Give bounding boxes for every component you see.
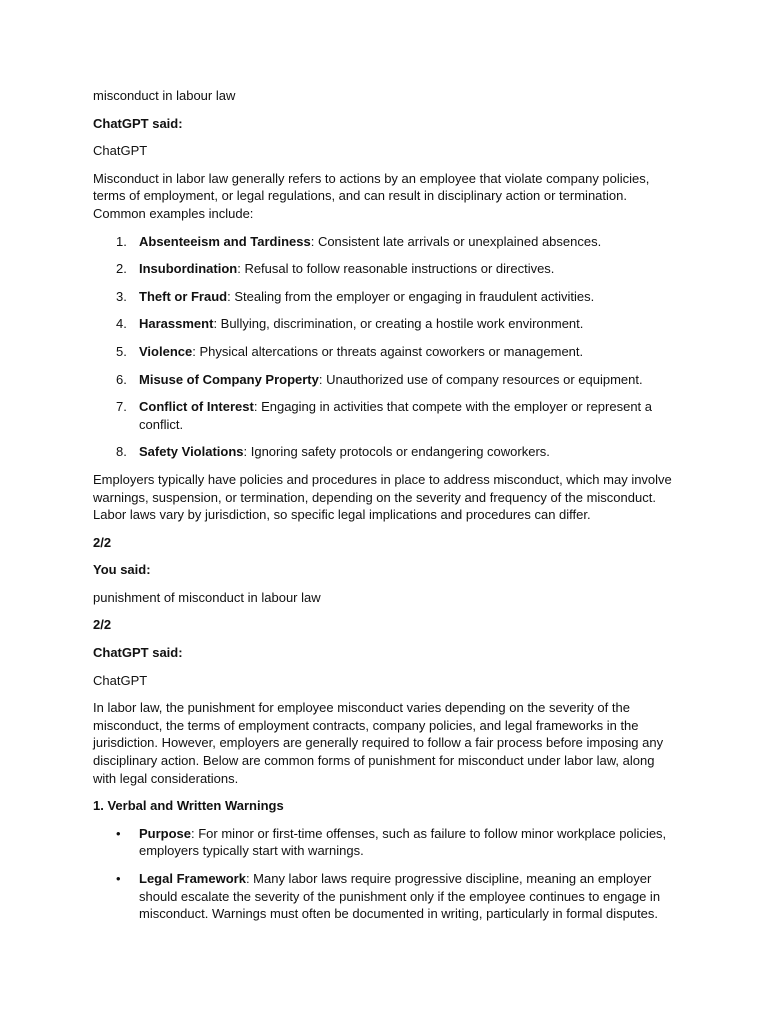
misconduct-list [93,233,673,461]
document-content [93,87,673,933]
bullet-term: Purpose [139,825,192,841]
user-label: You said: [93,562,151,578]
bullet-term: Legal Framework [139,871,246,886]
list-item [116,343,673,361]
bullet-item [116,825,673,860]
bullet-item [116,870,673,923]
list-number: 2. [116,261,127,277]
list-number: 6. [116,371,127,387]
bullet-icon: • [116,825,121,841]
list-term: Theft or Fraud [139,288,228,304]
list-term: Safety Violations [139,444,244,460]
model-name-1: ChatGPT [93,143,148,159]
list-term: Conflict of Interest [139,399,254,415]
list-number: 7. [116,399,127,415]
speaker-label-1: ChatGPT said: [93,115,183,131]
list-number: 8. [116,444,127,460]
list-desc: : Stealing from the employer or engaging in fraudulent activities. [227,288,595,304]
intro-paragraph-1: Misconduct in labor law generally refers to actions by an employee that violate company policies, terms of employment, or legal regulations, and can result in disciplinary action or termination. Common examples include: [93,170,650,221]
bullet-desc: : For minor or first-time offenses, such as failure to follow minor workplace policies, employers typically start with warnings. [139,825,667,859]
list-item [116,233,673,251]
list-term: Absenteeism and Tardiness [139,233,311,249]
list-desc: : Engaging in activities that compete with the employer or represent a conflict. [139,399,653,432]
list-number: 3. [116,288,127,304]
intro-paragraph-2: In labor law, the punishment for employee misconduct varies depending on the severity of the misconduct, the terms of employment contracts, company policies, and legal frameworks in the jurisdiction. However, employers are generally required to follow a fair process before imposing any disciplinary action. Below are common forms of punishment for misconduct under labor law, along with legal considerations. [93,700,664,786]
warnings-list [93,825,673,923]
list-desc: : Refusal to follow reasonable instructions or directives. [237,261,555,277]
speaker-label-2: ChatGPT said: [93,645,183,661]
list-item [116,315,673,333]
list-desc: : Bullying, discrimination, or creating a hostile work environment. [213,316,584,332]
list-desc: : Physical altercations or threats against coworkers or management. [192,343,584,359]
list-item [116,288,673,306]
list-term: Misuse of Company Property [139,371,319,387]
list-number: 4. [116,316,127,332]
list-term: Harassment [139,316,214,332]
list-desc: : Ignoring safety protocols or endangering coworkers. [243,444,550,460]
list-term: Insubordination [139,261,238,277]
bullet-icon: • [116,871,121,886]
user-prompt-2: punishment of misconduct in labour law [93,589,321,605]
list-item [116,443,673,461]
version-indicator-1: 2/2 [93,534,112,550]
list-item [116,371,673,389]
version-indicator-2: 2/2 [93,617,112,633]
list-item [116,260,673,278]
outro-paragraph-1: Employers typically have policies and procedures in place to address misconduct, which may involve warnings, suspension, or termination, depending on the severity and frequency of the misconduct. Labor laws vary by jurisdiction, so specific legal implications and procedures can differ. [93,471,672,523]
list-term: Violence [139,343,193,359]
section-heading: 1. Verbal and Written Warnings [93,798,284,814]
bullet-desc: : Many labor laws require progressive discipline, meaning an employer should escalate the severity of the punishment only if the employee continues to engage in misconduct. Warnings must often be documented in writing, particularly in formal disputes. [139,871,661,922]
list-number: 1. [116,233,127,249]
list-desc: : Unauthorized use of company resources or equipment. [318,371,643,387]
list-item [116,398,673,433]
user-prompt-1: misconduct in labour law [93,88,236,103]
model-name-2: ChatGPT [93,672,148,688]
list-desc: : Consistent late arrivals or unexplained absences. [310,233,602,249]
list-number: 5. [116,343,127,359]
